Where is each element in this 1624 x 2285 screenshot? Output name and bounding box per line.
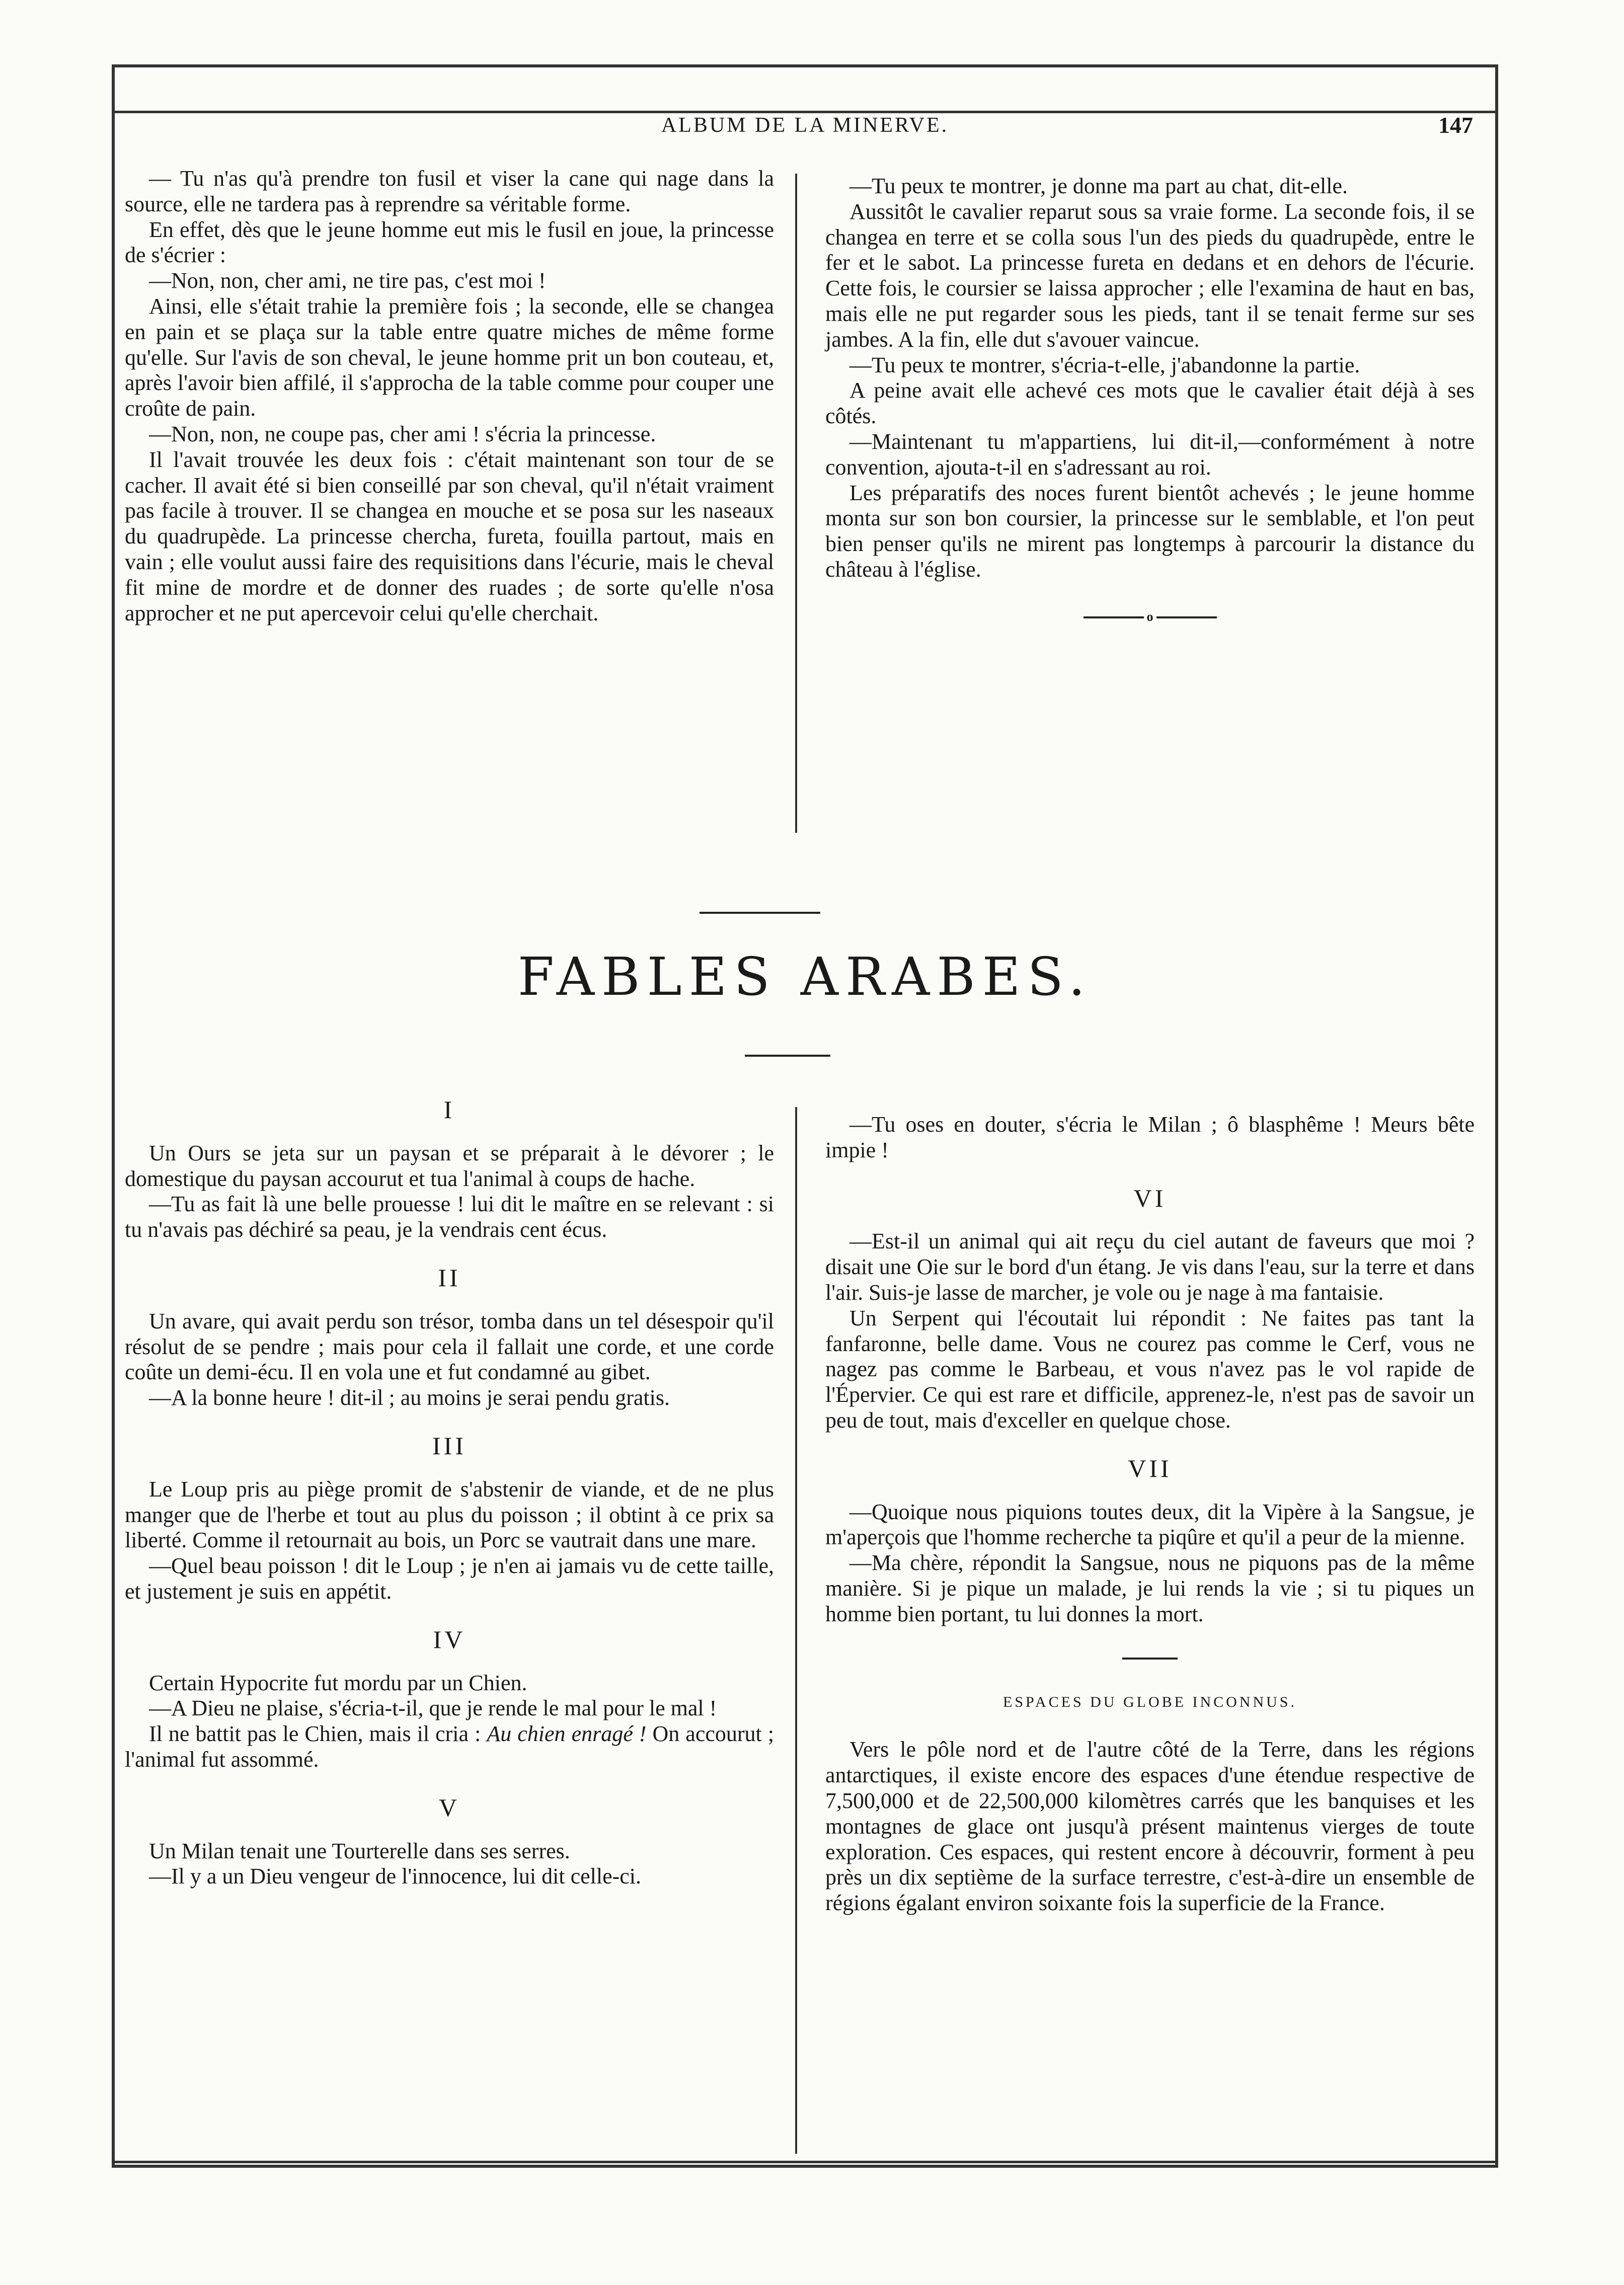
footer-rule: [115, 2161, 1496, 2163]
column-divider: [795, 1107, 797, 2154]
paragraph: —Non, non, cher ami, ne tire pas, c'est moi !: [149, 268, 546, 293]
text-run: Il ne battit pas le Chien, mais il cria :: [149, 1721, 487, 1747]
paragraph: Le Loup pris au piège promit de s'abstenir de viande, et de ne plus manger que de l'herbe et tout au plus du poisson ; il obtint à ce prix sa liberté. Comme il retournait au bois, un Porc se vautrait dans une mare.: [125, 1476, 774, 1553]
fable-numeral: VI: [1133, 1184, 1167, 1212]
column-divider: [795, 174, 797, 833]
fable-numeral: III: [432, 1431, 467, 1460]
paragraph: Aussitôt le cavalier reparut sous sa vraie forme. La seconde fois, il se changea en terre et se colla sous l'un des pieds du quadrupède, entre le fer et le sabot. La princesse fureta en dedans et en dehors de l'écurie. Cette fois, le coursier se laissa approcher ; elle l'examina de haut en bas, mais elle ne put regarder sous les pieds, tant il se tenait ferme sur ses jambes. A la fin, elle dut s'avouer vaincue.: [825, 199, 1475, 352]
paragraph: —A Dieu ne plaise, s'écria-t-il, que je rende le mal pour le mal !: [149, 1696, 717, 1721]
story-right-column: [825, 174, 1475, 630]
paragraph: Un avare, qui avait perdu son trésor, tomba dans un tel désespoir qu'il résolut de se pendre ; mais pour cela il fallait une corde, et une corde coûte un demi-écu. Il en vola une et fut condamné au gibet.: [125, 1308, 774, 1385]
paragraph: Il l'avait trouvée les deux fois : c'était maintenant son tour de se cacher. Il avait été si bien conseillé par son cheval, qu'il n'était vraiment pas facile à trouver. Il se changea en mouche et se posa sur les naseaux du quadrupède. La princesse chercha, fureta, fouilla partout, mais en vain ; elle voulut aussi faire des requisitions dans l'écurie, mais le cheval fit mine de mordre et de donner des ruades ; de sorte qu'elle n'osa approcher et ne put apercevoir celui qu'elle cherchait.: [125, 447, 774, 625]
paragraph: —A la bonne heure ! dit-il ; au moins je serai pendu gratis.: [149, 1385, 670, 1410]
running-head: ALBUM DE LA MINERVE.: [661, 114, 949, 137]
section-separator: [700, 912, 820, 914]
paragraph: —Maintenant tu m'appartiens, lui dit-il,—conformément à notre convention, ajouta-t-il en s'adressant au roi.: [825, 429, 1475, 480]
paragraph: A peine avait elle achevé ces mots que le cavalier était déjà à ses côtés.: [825, 378, 1475, 429]
paragraph: Vers le pôle nord et de l'autre côté de la Terre, dans les régions antarctiques, il existe encore des espaces d'une étendue respective de 7,500,000 et de 22,500,000 kilomètres carrés que les banquises et les montagnes de glace ont jusqu'à présent maintenus vierges de toute exploration. Ces espaces, qui restent encore à découvrir, forment à peu près un dix septième de la surface terrestre, c'est-à-dire un ensemble de régions égalant environ soixante fois la superficie de la France.: [825, 1737, 1475, 1916]
paragraph: En effet, dès que le jeune homme eut mis le fusil en joue, la princesse de s'écrier :: [125, 217, 774, 268]
paragraph: —Il y a un Dieu vengeur de l'innocence, lui dit celle-ci.: [149, 1864, 642, 1889]
fable-numeral: VII: [1128, 1454, 1172, 1482]
paragraph: Certain Hypocrite fut mordu par un Chien.: [149, 1670, 527, 1695]
story-left-column: [125, 166, 774, 626]
paragraph: —Quel beau poisson ! dit le Loup ; je n'en ai jamais vu de cette taille, et justement je suis en appétit.: [125, 1553, 774, 1604]
fable-numeral: IV: [433, 1625, 466, 1653]
fables-left-column: [125, 1097, 774, 1889]
article-title: ESPACES DU GLOBE INCONNUS.: [1003, 1693, 1297, 1710]
fable-numeral: I: [443, 1095, 455, 1124]
section-title: FABLES ARABES.: [517, 946, 1093, 1007]
paragraph: —Tu peux te montrer, je donne ma part au chat, dit-elle.: [849, 174, 1348, 198]
article-separator: [1122, 1658, 1178, 1660]
paragraph: Un Serpent qui l'écoutait lui répondit : Ne faites pas tant la fanfaronne, belle dame. Vous ne courez pas comme le Cerf, vous ne nagez pas comme le Barbeau, et vous n'avez pas le vol rapide de l'Épervier. Ce qui est rare et difficile, apprenez-le, n'est pas de savoir un peu de tout, mais d'exceller en quelque chose.: [825, 1305, 1475, 1433]
fable-numeral: II: [438, 1263, 461, 1292]
paragraph: Les préparatifs des noces furent bientôt achevés ; le jeune homme monta sur son bon coursier, la princesse sur le semblable, et l'on peut bien penser qu'ils ne mirent pas longtemps à parcourir la distance du château à l'église.: [825, 480, 1475, 582]
end-ornament: o: [825, 603, 1475, 630]
italic-exclamation: Au chien enragé !: [487, 1721, 647, 1747]
paragraph: Ainsi, elle s'était trahie la première fois ; la seconde, elle se changea en pain et se plaça sur la table entre quatre miches de même forme qu'elle. Sur l'avis de son cheval, le jeune homme prit un bon couteau, et, après l'avoir bien affilé, il s'approcha de la table comme pour couper une croûte de pain.: [125, 293, 774, 421]
text-run: On accourut ; l'animal fut assommé.: [125, 1721, 775, 1772]
paragraph: —Tu oses en douter, s'écria le Milan ; ô blasphême ! Meurs bête impie !: [825, 1112, 1475, 1162]
paragraph: —Est-il un animal qui ait reçu du ciel autant de faveurs que moi ? disait une Oie sur le bord d'un étang. Je vis dans l'eau, sur la terre et dans l'air. Suis-je lasse de marcher, je vole ou je nage à ma fantaisie.: [825, 1229, 1475, 1305]
paragraph: —Tu peux te montrer, s'écria-t-elle, j'abandonne la partie.: [849, 352, 1360, 377]
page-number: 147: [1438, 112, 1473, 138]
fable-numeral: V: [438, 1793, 460, 1822]
title-underline: [745, 1055, 830, 1057]
paragraph: [125, 1721, 774, 1773]
paragraph: —Quoique nous piquions toutes deux, dit la Vipère à la Sangsue, je m'aperçois que l'homme recherche ta piqûre et qu'il a peur de la mienne.: [825, 1499, 1475, 1550]
paragraph: —Ma chère, répondit la Sangsue, nous ne piquons pas de la même manière. Si je pique un malade, je lui rends la vie ; si tu piques un homme bien portant, tu lui donnes la mort.: [825, 1550, 1475, 1626]
paragraph: Un Ours se jeta sur un paysan et se préparait à le dévorer ; le domestique du paysan accourut et tua l'animal à coups de hache.: [125, 1140, 774, 1191]
paragraph: —Tu as fait là une belle prouesse ! lui dit le maître en se relevant : si tu n'avais pas déchiré sa peau, je la vendrais cent écus.: [125, 1192, 774, 1242]
paragraph: —Non, non, ne coupe pas, cher ami ! s'écria la princesse.: [149, 421, 656, 446]
paragraph: Un Milan tenait une Tourterelle dans ses serres.: [149, 1838, 570, 1863]
fables-right-column: [825, 1112, 1475, 1916]
paragraph: — Tu n'as qu'à prendre ton fusil et viser la cane qui nage dans la source, elle ne tardera pas à reprendre sa véritable forme.: [125, 166, 774, 216]
